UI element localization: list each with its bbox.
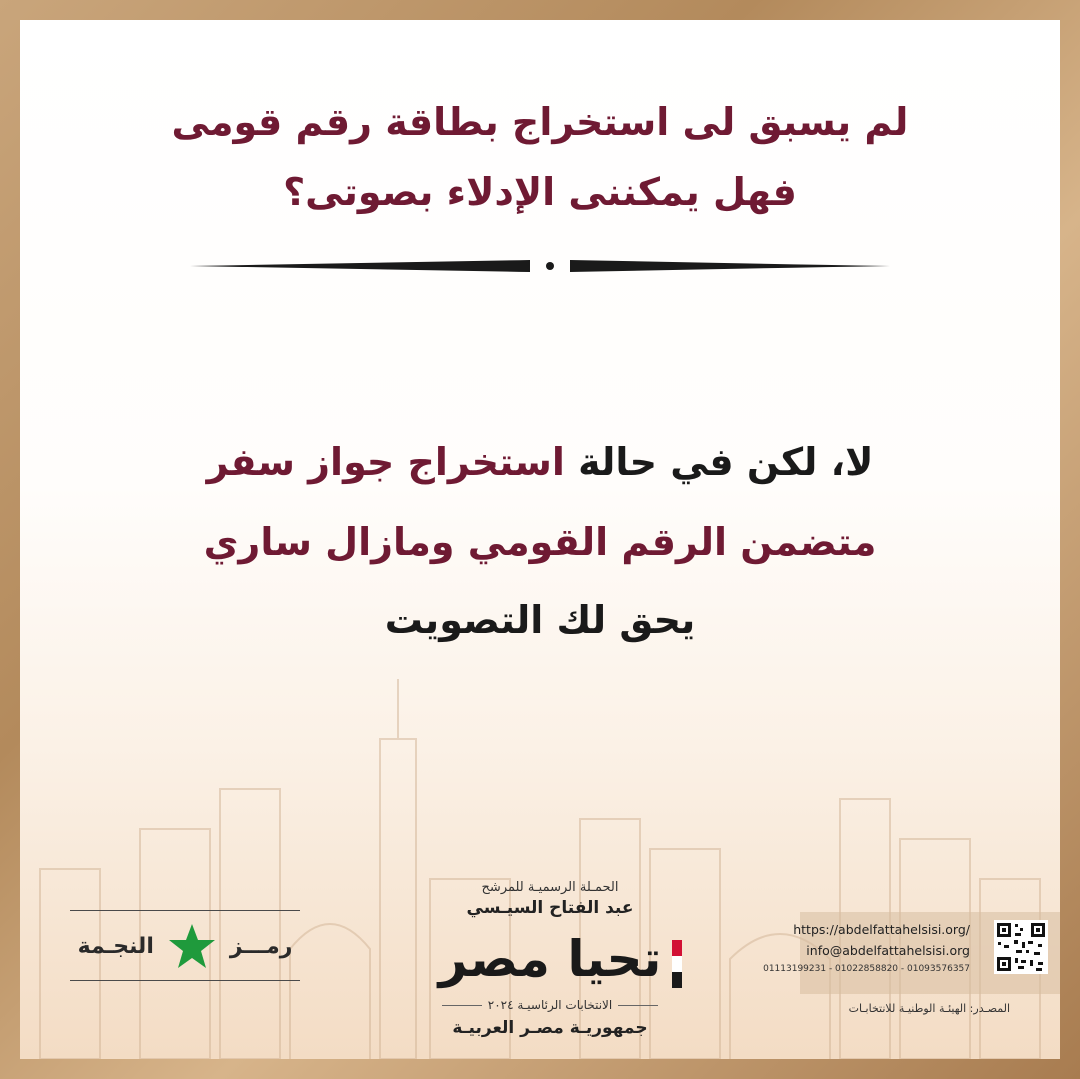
post-card <box>20 20 1060 1059</box>
symbol-name: النجـمة <box>77 933 154 959</box>
symbol-label: رمـــز <box>229 933 293 959</box>
answer-line-3: يحق لك التصويت <box>384 598 696 642</box>
symbol-bottom-rule <box>70 980 300 981</box>
question-line-1: لم يسبق لى استخراج بطاقة رقم قومى <box>171 100 909 144</box>
symbol-row <box>70 922 300 970</box>
campaign-subtitle: الحمـلة الرسميـة للمرشح <box>481 880 619 895</box>
egypt-flag-icon <box>672 940 682 988</box>
contact-text <box>763 922 970 974</box>
contact-box <box>763 912 1060 994</box>
website-link[interactable]: https://abdelfattahelsisi.org/ <box>793 922 970 937</box>
answer-line-1-highlight: استخراج جواز سفر <box>206 440 565 484</box>
symbol-top-rule <box>70 910 300 911</box>
phone-numbers: 01113199231 - 01022858820 - 01093576357 <box>763 964 970 974</box>
source-note: المصـدر: الهيئـة الوطنيـة للانتخابـات <box>848 1002 1010 1015</box>
question-line-2: فهل يمكننى الإدلاء بصوتى؟ <box>283 170 797 214</box>
elections-label: الانتخابات الرئاسيـة ٢٠٢٤ <box>400 998 700 1012</box>
candidate-name: عبد الفتاح السيـسي <box>466 898 634 918</box>
campaign-slogan: تحيا مصر <box>438 930 662 988</box>
election-symbol <box>70 910 320 982</box>
country-label: جمهوريـة مصـر العربيـة <box>452 1018 648 1038</box>
star-icon <box>168 923 216 969</box>
email-link[interactable]: info@abdelfattahelsisi.org <box>806 943 970 958</box>
qr-code-icon[interactable] <box>994 920 1048 974</box>
ornamental-divider <box>190 254 890 278</box>
answer-line-1-prefix: لا، لكن في حالة <box>564 440 874 484</box>
answer-line-2: متضمن الرقم القومي ومازال ساري <box>203 520 877 564</box>
answer-line-1 <box>80 440 1000 484</box>
campaign-logo-block <box>400 880 700 1059</box>
